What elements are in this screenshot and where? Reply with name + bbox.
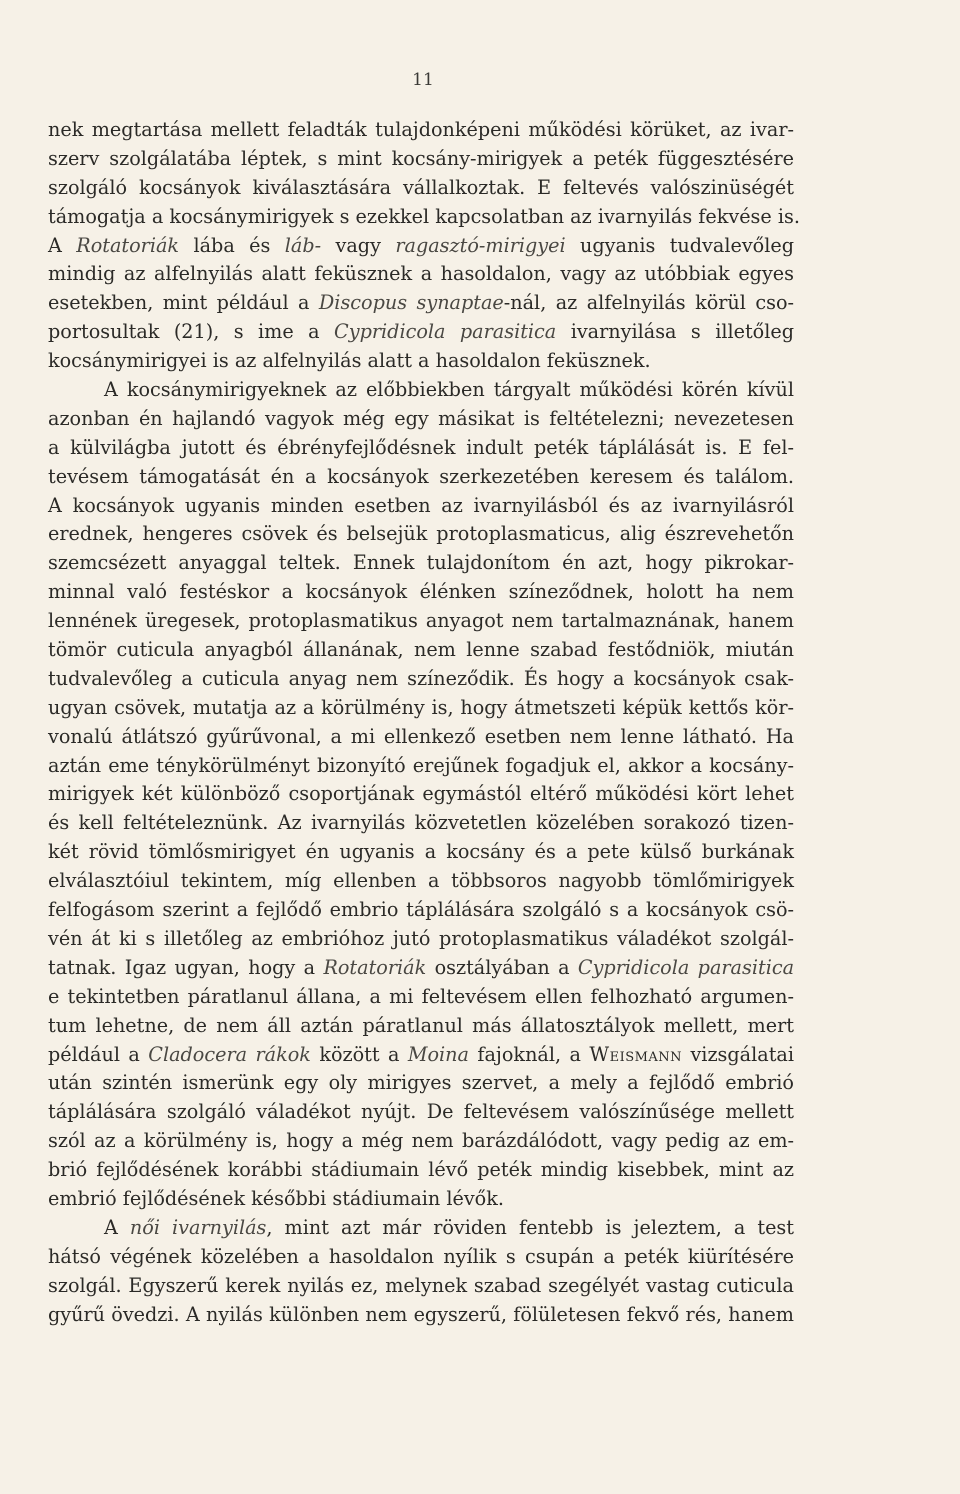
text-line (48, 1214, 794, 1243)
text-line (48, 463, 794, 492)
text-segment: osztályában a (426, 955, 578, 979)
italic-term: ragasztó-mirigyei (395, 233, 566, 257)
text-line (48, 174, 794, 203)
text-line (48, 983, 794, 1012)
text-line (48, 1012, 794, 1041)
text-segment: tudvalevőleg a cuticula anyag nem színeződik. És hogy a kocsányok csak- (48, 666, 794, 690)
text-segment: -nál, az alfelnyilás körül cso- (503, 291, 794, 315)
text-segment: között a (310, 1042, 408, 1066)
text-segment: ugyanis tudvalevőleg (565, 233, 794, 257)
text-segment: , mint azt már röviden fentebb is jeleztem, a test (266, 1215, 794, 1239)
text-line (48, 405, 794, 434)
text-segment: nek megtartása mellett feladták tulajdonképeni működési körüket, az ivar- (48, 118, 794, 141)
text-segment: tatnak. Igaz ugyan, hogy a (48, 955, 324, 979)
text-line (48, 896, 794, 925)
italic-term: Cypridicola parasitica (334, 320, 557, 344)
text-segment: szerv szolgálatába léptek, s mint kocsány-mirigyek a peték függesztésére (48, 146, 794, 170)
text-segment: A kocsányok ugyanis minden esetben az ivarnyilásból és az ivarnyilásról (48, 493, 794, 517)
text-line (48, 347, 794, 376)
text-segment: két rövid tömlősmirigyet én ugyanis a kocsány és a pete külső burkának (48, 840, 794, 864)
text-segment: lennének üregesek, protoplasmatikus anyagot nem tartalmaznának, hanem (48, 609, 794, 633)
text-segment: embrió fejlődésének későbbi stádiumain lévők. (48, 1186, 504, 1210)
text-segment: portosultak (21), s ime a (48, 320, 335, 344)
text-segment: vonalú átlátszó gyűrűvonal, a mi ellenkező esetben nem lenne látható. Ha (48, 724, 794, 748)
text-line (48, 1185, 794, 1214)
text-line (48, 116, 794, 145)
text-segment: után szintén ismerünk egy oly mirigyes szervet, a mely a fejlődő embrió (48, 1071, 794, 1095)
text-segment: például a (48, 1042, 149, 1066)
text-line (48, 376, 794, 405)
text-segment: tum lehetne, de nem áll aztán páratlanul más állatosztályok mellett, mert (48, 1013, 794, 1037)
text-line (48, 549, 794, 578)
italic-term: Moina (407, 1042, 469, 1066)
text-line (48, 492, 794, 521)
text-segment: szolgáló kocsányok kiválasztására vállalkoztak. E feltevés valószinüségét (48, 175, 794, 199)
text-line (48, 1272, 794, 1301)
text-segment: A kocsánymirigyeknek az előbbiekben tárgyalt működési körén kívül (104, 378, 794, 402)
text-segment: szól az a körülmény is, hogy a még nem barázdálódott, vagy pedig az em- (48, 1129, 794, 1153)
text-line (48, 1243, 794, 1272)
text-line (48, 752, 794, 781)
text-line (48, 1127, 794, 1156)
italic-term: Rotatoriák (76, 233, 180, 257)
text-line (48, 203, 800, 232)
text-segment: vén át ki s illetőleg az embrióhoz jutó protoplasmatikus váladékot szolgál- (48, 926, 794, 950)
text-line (48, 145, 794, 174)
text-segment: lába és (179, 233, 285, 257)
text-segment: azonban én hajlandó vagyok még egy másikat is feltételezni; nevezetesen (48, 406, 794, 430)
text-segment: erednek, hengeres csövek és belsejük protoplasmaticus, alig észrevehetőn (48, 522, 794, 546)
italic-term: női ivarnyilás (129, 1215, 267, 1239)
text-segment: vizsgálatai (682, 1042, 794, 1066)
text-segment: fajoknál, a (468, 1042, 590, 1066)
italic-term: láb- (284, 233, 322, 257)
text-line (48, 260, 794, 289)
text-segment: a külvilágba jutott és ébrényfejlődésnek indult peték táplálását is. E fel- (48, 435, 794, 459)
text-line (48, 607, 794, 636)
text-segment: mirigyek két különböző csoportjának egymástól eltérő működési kört lehet (48, 782, 794, 806)
text-line (48, 636, 794, 665)
text-line (48, 867, 794, 896)
text-segment: szolgál. Egyszerű kerek nyilás ez, melynek szabad szegélyét vastag cuticula (48, 1273, 794, 1297)
text-line (48, 925, 794, 954)
text-line (48, 1156, 794, 1185)
text-segment: tömör cuticula anyagból állanának, nem lenne szabad festődniök, miután (48, 638, 794, 662)
italic-term: Discopus synaptae (318, 291, 504, 315)
italic-term: Cladocera rákok (148, 1042, 311, 1066)
body-text (48, 116, 800, 1329)
text-segment: A (48, 233, 77, 257)
text-line (48, 780, 794, 809)
text-segment: brió fejlődésének korábbi stádiumain lévő peték mindig kisebbek, mint az (48, 1158, 794, 1182)
text-segment: támogatja a kocsánymirigyek s ezekkel kapcsolatban az ivarnyilás fekvése is. (48, 204, 800, 228)
text-line (48, 232, 794, 261)
text-segment: és kell feltételeznünk. Az ivarnyilás közvetetlen közelében sorakozó tizen- (48, 811, 794, 835)
text-line (48, 723, 794, 752)
text-line (48, 665, 794, 694)
text-segment: ivarnyilása s illetőleg (556, 320, 795, 344)
text-line (48, 289, 794, 318)
text-segment: kocsánymirigyei is az alfelnyilás alatt a hasoldalon feküsznek. (48, 349, 651, 373)
text-segment: vagy (321, 233, 396, 257)
text-segment: elválasztóiul tekintem, míg ellenben a többsoros nagyobb tömlőmirigyek (48, 869, 794, 893)
text-line (48, 434, 794, 463)
text-line (48, 578, 794, 607)
text-segment: hátsó végének közelében a hasoldalon nyílik s csupán a peték kiürítésére (48, 1244, 794, 1268)
text-segment: ugyan csövek, mutatja az a körülmény is, hogy átmetszeti képük kettős kör- (48, 695, 794, 719)
text-segment: táplálására szolgáló váladékot nyújt. De feltevésem valószínűsége mellett (48, 1100, 794, 1124)
text-segment: mindig az alfelnyilás alatt feküsznek a hasoldalon, vagy az utóbbiak egyes (48, 262, 794, 286)
text-line (48, 838, 794, 867)
text-line (48, 1098, 794, 1127)
italic-term: Cypridicola parasitica (577, 955, 795, 979)
text-line (48, 694, 794, 723)
text-segment: felfogásom szerint a fejlődő embrio táplálására szolgáló s a kocsányok csö- (48, 898, 794, 922)
text-segment: gyűrű övedzi. A nyilás különben nem egyszerű, fölületesen fekvő rés, hanem (48, 1302, 794, 1326)
text-line (48, 318, 794, 347)
italic-term: Rotatoriák (323, 955, 427, 979)
text-segment: aztán eme ténykörülményt bizonyító erejűnek fogadjuk el, akkor a kocsány- (48, 753, 794, 777)
text-line (48, 1041, 794, 1070)
text-segment: A (104, 1215, 130, 1239)
text-segment: esetekben, mint például a (48, 291, 319, 315)
text-line (48, 520, 794, 549)
text-line (48, 1301, 794, 1330)
author-name: Weismann (589, 1042, 683, 1066)
text-segment: e tekintetben páratlanul állana, a mi feltevésem ellen felhozható argumen- (48, 984, 794, 1008)
text-line (48, 1069, 794, 1098)
text-segment: tevésem támogatását én a kocsányok szerkezetében keresem és találom. (48, 464, 794, 488)
text-segment: minnal való festéskor a kocsányok élénken színeződnek, holott ha nem (48, 580, 794, 604)
page-number: 11 (412, 70, 434, 90)
text-line (48, 809, 794, 838)
text-segment: szemcsézett anyaggal teltek. Ennek tulajdonítom én azt, hogy pikrokar- (48, 551, 794, 575)
text-line (48, 954, 794, 983)
